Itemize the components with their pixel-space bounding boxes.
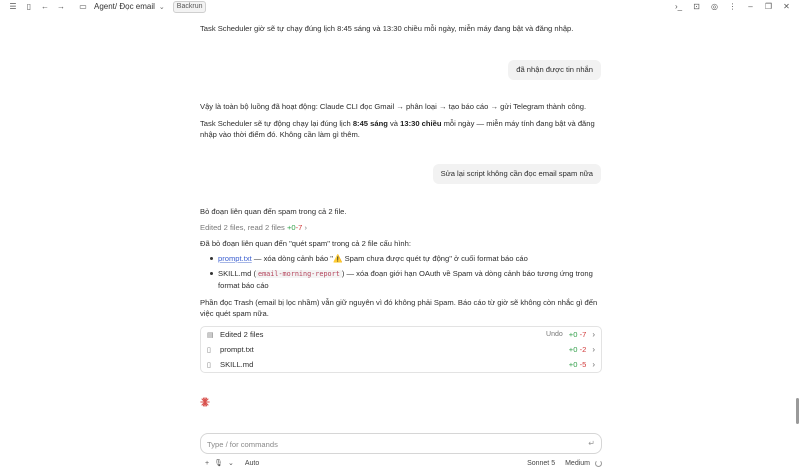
top-bar [0,0,800,13]
file-icon: ▯ [207,346,211,354]
chevron-right-icon[interactable]: › [592,330,595,339]
chevron-right-icon[interactable]: › [304,223,308,232]
assistant-message: Vậy là toàn bộ luồng đã hoạt động: Claude CLI đọc Gmail → phân loại → tạo báo cáo → gửi Telegram thành công. [200,102,587,111]
tool-summary[interactable] [200,222,307,233]
composer-toolbar [205,458,602,468]
text-segment: mỗi ngày — miễn máy tính đang bật và đăng nhập vào thời điểm đó. Không cần làm gì thêm. [200,119,595,139]
file-row[interactable] [201,342,601,357]
list-item [210,253,602,264]
panel-icon[interactable]: ⊡ [693,2,700,11]
file-name: SKILL.md [220,360,254,369]
chevron-down-icon[interactable]: ⌄ [158,3,165,11]
diff-stats [569,330,587,339]
text-segment: Task Scheduler sẽ tự động chạy lại đúng lịch [200,119,353,128]
microphone-icon[interactable]: 🎙 [214,460,223,467]
bullet-list [210,253,602,295]
user-message: đã nhận được tin nhắn [508,60,601,80]
diff-added: +0 [568,360,578,369]
edited-files-card [200,326,602,373]
inline-code: email-morning-report [257,270,340,278]
diff-stats [569,345,587,354]
chevron-down-icon[interactable]: ⌄ [227,460,234,467]
composer [200,433,602,454]
chevron-right-icon[interactable]: › [592,345,595,354]
chevron-right-icon[interactable]: › [592,360,595,369]
diff-added: +0 [568,345,578,354]
terminal-icon[interactable]: ›_ [674,2,683,11]
assistant-message: Task Scheduler giờ sẽ tự chạy đúng lịch 8:45 sáng và 13:30 chiều mỗi ngày, miễn máy đang bật và đăng nhập. [200,24,574,33]
forward-arrow-icon[interactable]: → [57,2,65,11]
globe-icon[interactable]: ◎ [711,2,718,11]
diff-removed: -7 [295,223,303,232]
edited-files-header[interactable] [201,327,601,342]
command-input[interactable] [207,438,577,451]
assistant-message [200,118,602,140]
send-icon[interactable]: ↵ [588,439,595,448]
minimize-icon[interactable]: – [748,2,753,11]
text-segment: và [387,119,401,128]
assistant-message: Bỏ đoạn liên quan đến spam trong cả 2 file. [200,207,347,216]
file-link[interactable]: prompt.txt [218,254,252,263]
menu-icon[interactable]: ☰ [9,2,17,11]
text-segment: — xóa dòng cảnh báo " [251,254,333,263]
file-row[interactable] [201,357,601,372]
user-message: Sửa lại script không cần đọc email spam nữa [433,164,601,184]
mode-selector[interactable]: Auto [244,459,260,467]
text-segment: SKILL.md ( [218,269,256,278]
back-arrow-icon[interactable]: ← [41,2,49,11]
maximize-icon[interactable]: ❐ [764,2,773,11]
diff-removed: -5 [579,360,587,369]
undo-button[interactable]: Undo [546,331,563,338]
sidebar-toggle-icon[interactable]: ▯ [26,2,32,11]
close-icon[interactable]: ✕ [783,2,790,11]
assistant-message: Đã bỏ đoạn liên quan đến "quét spam" trong cả 2 file cấu hình: [200,239,411,248]
status-badge: Backrun [173,1,207,13]
list-item [210,268,602,291]
file-name: prompt.txt [220,345,254,354]
page-title: Agent/ Đọc email [94,2,155,11]
diff-removed: -7 [579,330,587,339]
diff-added: +0 [286,223,296,232]
text-segment: Spam chưa được quét tự động" ở cuối format báo cáo [342,254,528,263]
diff-stats [569,360,587,369]
bold-time: 8:45 sáng [352,119,388,128]
folder-icon: ▭ [79,2,87,11]
scrollbar-thumb[interactable] [796,398,799,424]
nav-controls [6,0,68,13]
diff-added: +0 [568,330,578,339]
breadcrumb[interactable] [76,0,206,13]
edited-files-label: Edited 2 files [220,330,264,339]
bold-time: 13:30 chiều [400,119,442,128]
tool-summary-label: Edited 2 files, read 2 files [200,223,285,232]
model-selector[interactable]: Sonnet 5 [527,459,556,467]
text-segment: ) — xóa đoạn giới hạn OAuth về Spam và dòng cảnh báo tương ứng trong format báo cáo [218,269,593,290]
window-controls [671,0,794,13]
file-icon: ▯ [207,361,211,369]
context-usage-icon [595,460,602,467]
diff-removed: -2 [579,345,587,354]
effort-selector[interactable]: Medium [565,459,590,467]
loading-spark-icon [200,397,210,407]
assistant-message: Phần đọc Trash (email bị lọc nhầm) vẫn giữ nguyên vì đó không phải Spam. Báo cáo từ giờ sẽ không còn nhắc gì đến việc quét spam nữa. [200,298,598,318]
warning-icon: ⚠️ [333,254,343,263]
more-options-icon[interactable]: ⋮ [728,2,737,11]
add-icon[interactable]: + [205,459,210,467]
files-icon: ▤ [207,331,214,339]
